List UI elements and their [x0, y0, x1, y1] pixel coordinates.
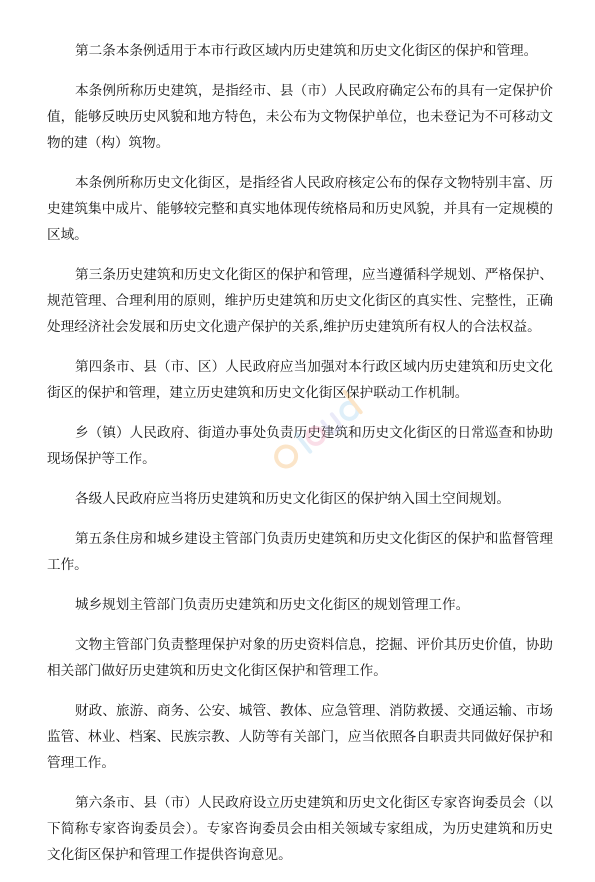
paragraph-planning-department: 城乡规划主管部门负责历史建筑和历史文化街区的规划管理工作。	[75, 597, 470, 613]
paragraph-article-2: 第二条本条例适用于本市行政区域内历史建筑和历史文化街区的保护和管理。	[75, 43, 538, 59]
paragraph-township-duties: 乡（镇）人民政府、街道办事处负责历史建筑和历史文化街区的日常巡查和协助现场保护等工作。	[47, 425, 553, 467]
paragraph-cultural-relics-department: 文物主管部门负责整理保护对象的历史资料信息，挖掘、评价其历史价值，协助相关部门做好历史建筑和历史文化街区保护和管理工作。	[47, 637, 553, 679]
paragraph-article-5: 第五条住房和城乡建设主管部门负责历史建筑和历史文化街区的保护和监督管理工作。	[47, 531, 553, 573]
paragraph-historic-district-definition: 本条例所称历史文化街区，是指经省人民政府核定公布的保存文物特别丰富、历史建筑集中成片、能够较完整和真实地体现传统格局和历史风貌，并具有一定规模的区域。	[47, 175, 553, 243]
paragraph-article-6: 第六条市、县（市）人民政府设立历史建筑和历史文化街区专家咨询委员会（以下简称专家咨询委员会）。专家咨询委员会由相关领域专家组成，为历史建筑和历史文化街区保护和管理工作提供咨询意见。	[47, 795, 553, 863]
paragraph-article-3: 第三条历史建筑和历史文化街区的保护和管理，应当遵循科学规划、严格保护、规范管理、合理利用的原则，维护历史建筑和历史文化街区的真实性、完整性，正确处理经济社会发展和历史文化遗产保护的关系,维护历史建筑所有权人的合法权益。	[47, 267, 553, 335]
paragraph-spatial-planning: 各级人民政府应当将历史建筑和历史文化街区的保护纳入国土空间规划。	[75, 491, 510, 507]
paragraph-article-4: 第四条市、县（市、区）人民政府应当加强对本行政区域内历史建筑和历史文化街区的保护和管理，建立历史建筑和历史文化街区保护联动工作机制。	[47, 359, 553, 401]
document-body	[47, 38, 553, 882]
paragraph-historic-building-definition: 本条例所称历史建筑，是指经市、县（市）人民政府确定公布的具有一定保护价值，能够反映历史风貌和地方特色，未公布为文物保护单位，也未登记为不可移动文物的建（构）筑物。	[47, 83, 553, 151]
paragraph-other-departments: 财政、旅游、商务、公安、城管、教体、应急管理、消防救援、交通运输、市场监管、林业、档案、民族宗教、人防等有关部门，应当依照各自职责共同做好保护和管理工作。	[47, 703, 553, 771]
